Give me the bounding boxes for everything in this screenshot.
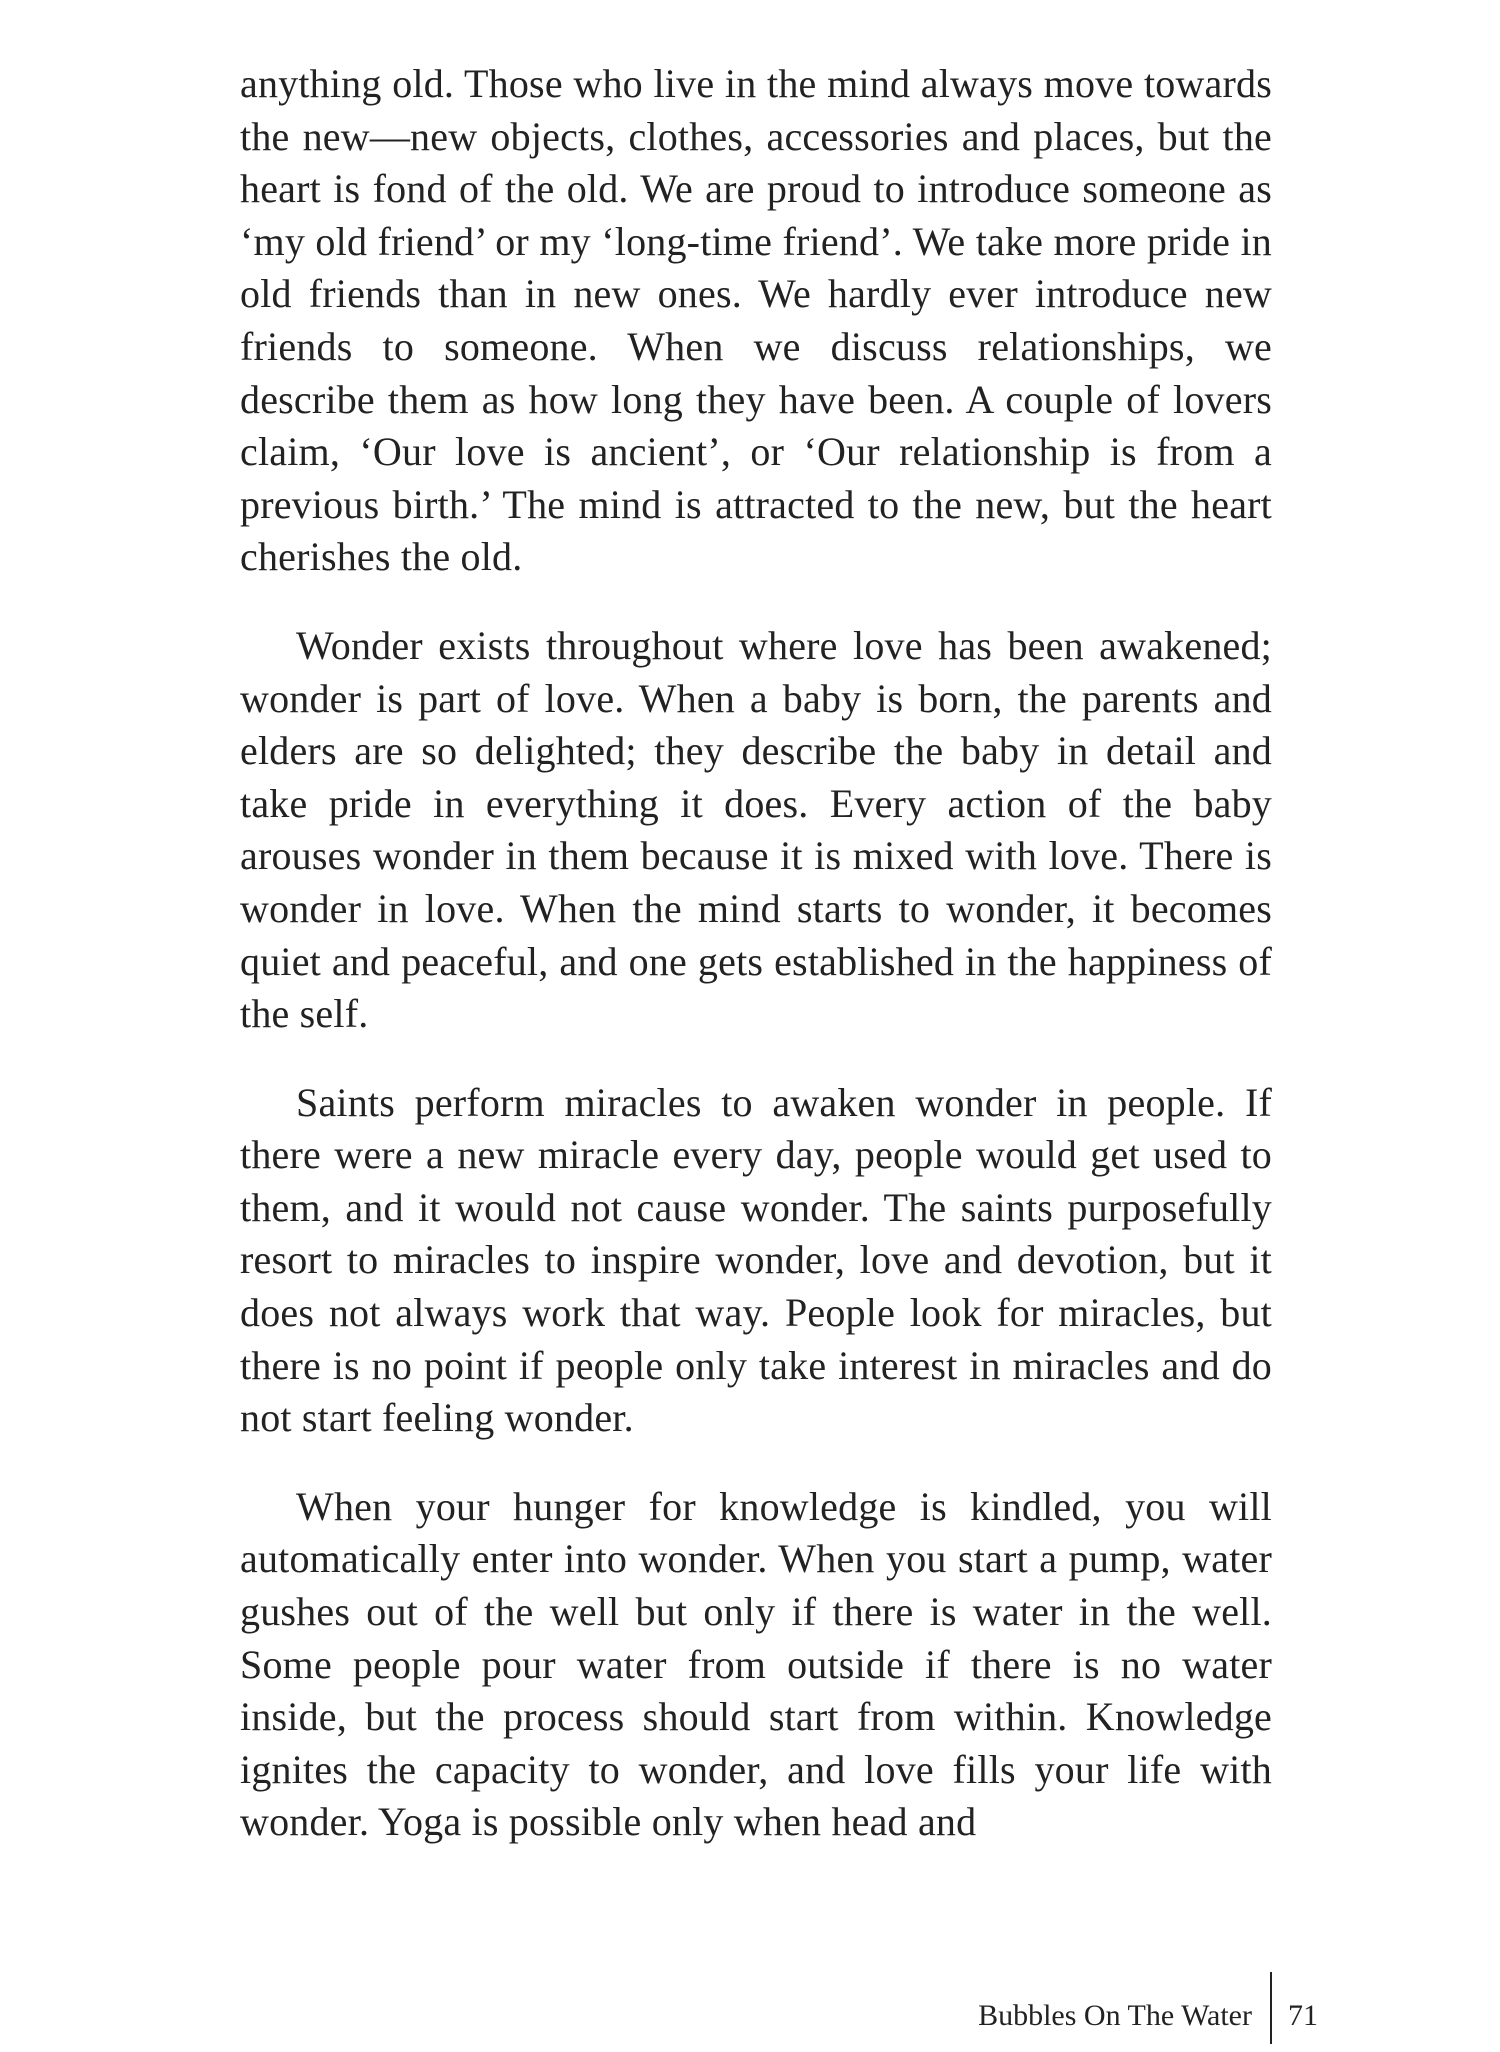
running-title: Bubbles On The Water: [978, 1999, 1252, 2032]
page-footer: [978, 1980, 1318, 2052]
paragraph-3: Saints perform miracles to awaken wonder in people. If there were a new miracle every day, people would get used to them, and it would not cause wonder. The saints purposefully resort to miracles to inspire wonder, love and devotion, but it does not always work that way. People look for miracles, but there is no point if people only take interest in miracles and do not start feeling wonder.: [240, 1079, 1272, 1441]
footer-divider: [1270, 1972, 1272, 2044]
page-body: [240, 58, 1272, 1885]
paragraph-4: When your hunger for knowledge is kindled, you will automatically enter into wonder. When you start a pump, water gushes out of the well but only if there is water in the well. Some people pour water from outside if there is no water inside, but the process should start from within. Knowledge ignites the capacity to wonder, and love fills your life with wonder. Yoga is possible only when head and: [240, 1483, 1272, 1845]
paragraph-1: anything old. Those who live in the mind always move towards the new—new objects, clothes, accessories and places, but the heart is fond of the old. We are proud to introduce someone as ‘my old friend’ or my ‘long-time friend’. We take more pride in old friends than in new ones. We hardly ever introduce new friends to someone. When we discuss relationships, we describe them as how long they have been. A couple of lovers claim, ‘Our love is ancient’, or ‘Our relationship is from a previous birth.’ The mind is attracted to the new, but the heart cherishes the old.: [240, 61, 1272, 580]
page-number: 71: [1288, 1999, 1318, 2032]
paragraph-2: Wonder exists throughout where love has been awakened; wonder is part of love. When a baby is born, the parents and elders are so delighted; they describe the baby in detail and take pride in everything it does. Every action of the baby arouses wonder in them because it is mixed with love. There is wonder in love. When the mind starts to wonder, it becomes quiet and peaceful, and one gets established in the happiness of the self.: [240, 622, 1272, 1037]
